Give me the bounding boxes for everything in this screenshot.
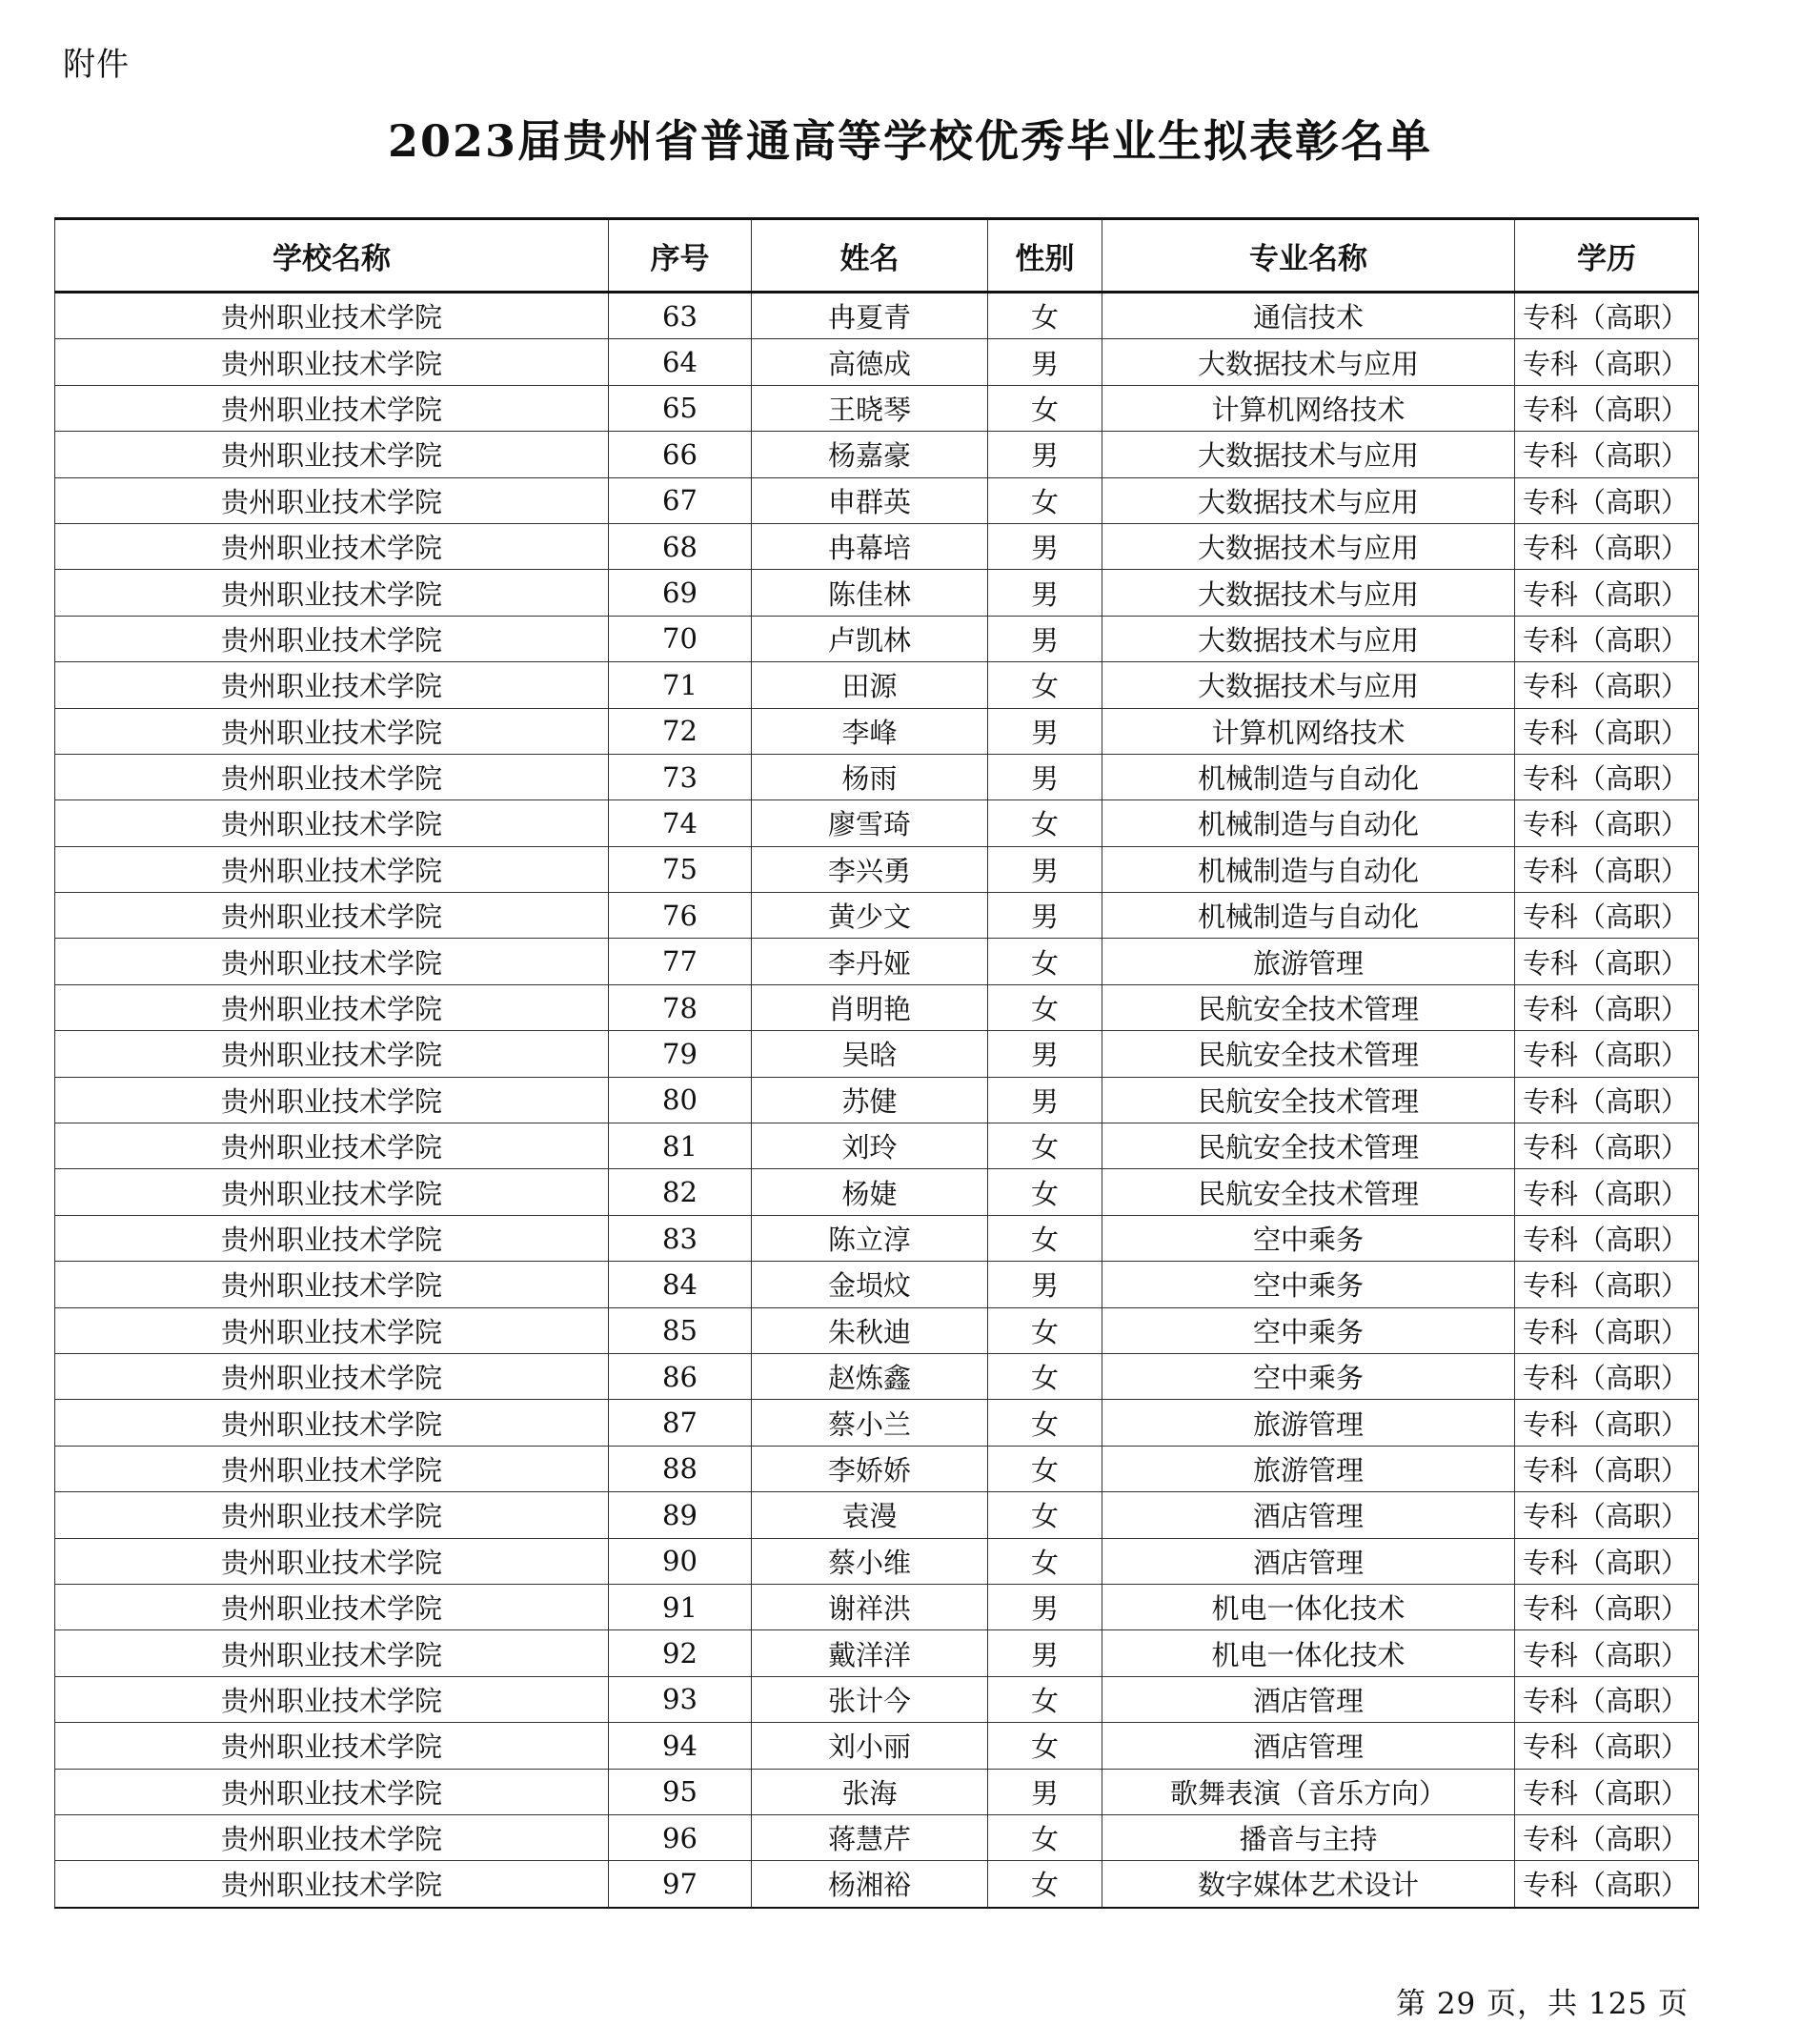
education-cell: 专科（高职）: [1515, 1676, 1699, 1722]
table-row: [55, 1584, 1699, 1629]
gender-cell: 女: [988, 1400, 1102, 1446]
name-cell: 李丹娅: [752, 939, 988, 984]
education-cell: 专科（高职）: [1515, 570, 1699, 616]
education-cell: 专科（高职）: [1515, 1446, 1699, 1491]
name-cell: 卢凯林: [752, 616, 988, 661]
number-cell: 94: [609, 1723, 752, 1769]
school-cell: 贵州职业技术学院: [55, 662, 609, 708]
table-row: [55, 1353, 1699, 1399]
gender-cell: 女: [988, 293, 1102, 339]
table-row: [55, 1492, 1699, 1538]
major-cell: 机械制造与自动化: [1102, 846, 1515, 892]
number-cell: 81: [609, 1123, 752, 1169]
gender-cell: 女: [988, 939, 1102, 984]
table-header-row: [55, 219, 1699, 293]
number-cell: 88: [609, 1446, 752, 1491]
name-cell: 王晓琴: [752, 385, 988, 431]
number-cell: 89: [609, 1492, 752, 1538]
number-cell: 66: [609, 432, 752, 477]
school-cell: 贵州职业技术学院: [55, 1723, 609, 1769]
major-cell: 播音与主持: [1102, 1814, 1515, 1860]
education-cell: 专科（高职）: [1515, 1215, 1699, 1261]
table-row: [55, 754, 1699, 799]
education-cell: 专科（高职）: [1515, 523, 1699, 569]
gender-cell: 女: [988, 1446, 1102, 1491]
gender-cell: 男: [988, 339, 1102, 385]
name-cell: 肖明艳: [752, 984, 988, 1030]
name-cell: 李兴勇: [752, 846, 988, 892]
major-cell: 机电一体化技术: [1102, 1584, 1515, 1629]
number-cell: 74: [609, 800, 752, 846]
education-cell: 专科（高职）: [1515, 385, 1699, 431]
column-header-major: 专业名称: [1102, 219, 1515, 293]
education-cell: 专科（高职）: [1515, 893, 1699, 939]
number-cell: 91: [609, 1584, 752, 1629]
gender-cell: 女: [988, 1723, 1102, 1769]
table-row: [55, 708, 1699, 754]
education-cell: 专科（高职）: [1515, 1400, 1699, 1446]
education-cell: 专科（高职）: [1515, 984, 1699, 1030]
table-row: [55, 846, 1699, 892]
school-cell: 贵州职业技术学院: [55, 1492, 609, 1538]
table-row: [55, 800, 1699, 846]
school-cell: 贵州职业技术学院: [55, 477, 609, 523]
school-cell: 贵州职业技术学院: [55, 570, 609, 616]
column-header-gender: 性别: [988, 219, 1102, 293]
number-cell: 77: [609, 939, 752, 984]
major-cell: 旅游管理: [1102, 939, 1515, 984]
page-number: 第 29 页，共 125 页: [1395, 1987, 1689, 2021]
number-cell: 93: [609, 1676, 752, 1722]
school-cell: 贵州职业技术学院: [55, 1123, 609, 1169]
major-cell: 民航安全技术管理: [1102, 1169, 1515, 1215]
education-cell: 专科（高职）: [1515, 1492, 1699, 1538]
honor-list-table: [54, 217, 1699, 1909]
major-cell: 民航安全技术管理: [1102, 1077, 1515, 1123]
education-cell: 专科（高职）: [1515, 616, 1699, 661]
school-cell: 贵州职业技术学院: [55, 339, 609, 385]
gender-cell: 男: [988, 523, 1102, 569]
major-cell: 大数据技术与应用: [1102, 339, 1515, 385]
gender-cell: 女: [988, 1814, 1102, 1860]
school-cell: 贵州职业技术学院: [55, 1215, 609, 1261]
table-row: [55, 385, 1699, 431]
major-cell: 数字媒体艺术设计: [1102, 1861, 1515, 1908]
name-cell: 赵炼鑫: [752, 1353, 988, 1399]
school-cell: 贵州职业技术学院: [55, 708, 609, 754]
name-cell: 吴晗: [752, 1031, 988, 1077]
education-cell: 专科（高职）: [1515, 1077, 1699, 1123]
number-cell: 80: [609, 1077, 752, 1123]
school-cell: 贵州职业技术学院: [55, 1400, 609, 1446]
table-row: [55, 1446, 1699, 1491]
education-cell: 专科（高职）: [1515, 477, 1699, 523]
gender-cell: 男: [988, 1031, 1102, 1077]
education-cell: 专科（高职）: [1515, 1123, 1699, 1169]
number-cell: 67: [609, 477, 752, 523]
major-cell: 机械制造与自动化: [1102, 893, 1515, 939]
table-row: [55, 1538, 1699, 1584]
name-cell: 蔡小兰: [752, 1400, 988, 1446]
number-cell: 86: [609, 1353, 752, 1399]
gender-cell: 女: [988, 1492, 1102, 1538]
table-row: [55, 1262, 1699, 1307]
school-cell: 贵州职业技术学院: [55, 1538, 609, 1584]
gender-cell: 女: [988, 984, 1102, 1030]
major-cell: 机械制造与自动化: [1102, 754, 1515, 799]
gender-cell: 男: [988, 1630, 1102, 1676]
gender-cell: 男: [988, 1077, 1102, 1123]
gender-cell: 女: [988, 1307, 1102, 1353]
table-row: [55, 1077, 1699, 1123]
gender-cell: 男: [988, 708, 1102, 754]
gender-cell: 女: [988, 477, 1102, 523]
number-cell: 95: [609, 1769, 752, 1814]
number-cell: 76: [609, 893, 752, 939]
table-body: [55, 293, 1699, 1908]
major-cell: 酒店管理: [1102, 1492, 1515, 1538]
gender-cell: 女: [988, 1215, 1102, 1261]
name-cell: 高德成: [752, 339, 988, 385]
education-cell: 专科（高职）: [1515, 1814, 1699, 1860]
number-cell: 70: [609, 616, 752, 661]
number-cell: 78: [609, 984, 752, 1030]
name-cell: 谢祥洪: [752, 1584, 988, 1629]
gender-cell: 男: [988, 1769, 1102, 1814]
education-cell: 专科（高职）: [1515, 800, 1699, 846]
number-cell: 84: [609, 1262, 752, 1307]
school-cell: 贵州职业技术学院: [55, 754, 609, 799]
table-row: [55, 1400, 1699, 1446]
name-cell: 刘玲: [752, 1123, 988, 1169]
school-cell: 贵州职业技术学院: [55, 1031, 609, 1077]
name-cell: 李峰: [752, 708, 988, 754]
name-cell: 蔡小维: [752, 1538, 988, 1584]
education-cell: 专科（高职）: [1515, 432, 1699, 477]
education-cell: 专科（高职）: [1515, 339, 1699, 385]
table-row: [55, 1215, 1699, 1261]
major-cell: 大数据技术与应用: [1102, 477, 1515, 523]
school-cell: 贵州职业技术学院: [55, 1814, 609, 1860]
gender-cell: 女: [988, 385, 1102, 431]
table-row: [55, 616, 1699, 661]
major-cell: 计算机网络技术: [1102, 385, 1515, 431]
gender-cell: 女: [988, 1123, 1102, 1169]
education-cell: 专科（高职）: [1515, 1031, 1699, 1077]
table-row: [55, 1676, 1699, 1722]
major-cell: 酒店管理: [1102, 1723, 1515, 1769]
gender-cell: 男: [988, 1584, 1102, 1629]
table-row: [55, 1169, 1699, 1215]
school-cell: 贵州职业技术学院: [55, 939, 609, 984]
major-cell: 空中乘务: [1102, 1353, 1515, 1399]
table-row: [55, 984, 1699, 1030]
number-cell: 63: [609, 293, 752, 339]
gender-cell: 女: [988, 1538, 1102, 1584]
major-cell: 大数据技术与应用: [1102, 523, 1515, 569]
gender-cell: 女: [988, 800, 1102, 846]
education-cell: 专科（高职）: [1515, 1169, 1699, 1215]
number-cell: 85: [609, 1307, 752, 1353]
major-cell: 旅游管理: [1102, 1400, 1515, 1446]
name-cell: 李娇娇: [752, 1446, 988, 1491]
number-cell: 75: [609, 846, 752, 892]
name-cell: 杨雨: [752, 754, 988, 799]
gender-cell: 男: [988, 1262, 1102, 1307]
major-cell: 大数据技术与应用: [1102, 432, 1515, 477]
name-cell: 黄少文: [752, 893, 988, 939]
school-cell: 贵州职业技术学院: [55, 800, 609, 846]
table-row: [55, 1861, 1699, 1908]
number-cell: 90: [609, 1538, 752, 1584]
education-cell: 专科（高职）: [1515, 939, 1699, 984]
gender-cell: 女: [988, 662, 1102, 708]
number-cell: 96: [609, 1814, 752, 1860]
school-cell: 贵州职业技术学院: [55, 1584, 609, 1629]
name-cell: 陈立淳: [752, 1215, 988, 1261]
gender-cell: 男: [988, 616, 1102, 661]
number-cell: 65: [609, 385, 752, 431]
education-cell: 专科（高职）: [1515, 846, 1699, 892]
number-cell: 73: [609, 754, 752, 799]
table-row: [55, 1814, 1699, 1860]
major-cell: 民航安全技术管理: [1102, 1031, 1515, 1077]
column-header-name: 姓名: [752, 219, 988, 293]
table-row: [55, 1769, 1699, 1814]
gender-cell: 男: [988, 893, 1102, 939]
table-row: [55, 939, 1699, 984]
education-cell: 专科（高职）: [1515, 1262, 1699, 1307]
school-cell: 贵州职业技术学院: [55, 1169, 609, 1215]
major-cell: 民航安全技术管理: [1102, 984, 1515, 1030]
number-cell: 97: [609, 1861, 752, 1908]
school-cell: 贵州职业技术学院: [55, 616, 609, 661]
school-cell: 贵州职业技术学院: [55, 1077, 609, 1123]
education-cell: 专科（高职）: [1515, 1353, 1699, 1399]
number-cell: 72: [609, 708, 752, 754]
table-row: [55, 1123, 1699, 1169]
major-cell: 大数据技术与应用: [1102, 570, 1515, 616]
education-cell: 专科（高职）: [1515, 1769, 1699, 1814]
gender-cell: 男: [988, 432, 1102, 477]
name-cell: 金埙炆: [752, 1262, 988, 1307]
education-cell: 专科（高职）: [1515, 708, 1699, 754]
table-row: [55, 339, 1699, 385]
name-cell: 杨婕: [752, 1169, 988, 1215]
number-cell: 82: [609, 1169, 752, 1215]
major-cell: 酒店管理: [1102, 1676, 1515, 1722]
school-cell: 贵州职业技术学院: [55, 1630, 609, 1676]
name-cell: 蒋慧芹: [752, 1814, 988, 1860]
table-row: [55, 1031, 1699, 1077]
school-cell: 贵州职业技术学院: [55, 1446, 609, 1491]
school-cell: 贵州职业技术学院: [55, 846, 609, 892]
school-cell: 贵州职业技术学院: [55, 984, 609, 1030]
major-cell: 机电一体化技术: [1102, 1630, 1515, 1676]
major-cell: 大数据技术与应用: [1102, 616, 1515, 661]
name-cell: 张计今: [752, 1676, 988, 1722]
gender-cell: 女: [988, 1676, 1102, 1722]
name-cell: 杨嘉豪: [752, 432, 988, 477]
major-cell: 民航安全技术管理: [1102, 1123, 1515, 1169]
column-header-number: 序号: [609, 219, 752, 293]
education-cell: 专科（高职）: [1515, 1307, 1699, 1353]
table-row: [55, 523, 1699, 569]
school-cell: 贵州职业技术学院: [55, 1676, 609, 1722]
name-cell: 苏健: [752, 1077, 988, 1123]
gender-cell: 男: [988, 754, 1102, 799]
gender-cell: 男: [988, 846, 1102, 892]
table-row: [55, 1630, 1699, 1676]
education-cell: 专科（高职）: [1515, 1630, 1699, 1676]
school-cell: 贵州职业技术学院: [55, 1769, 609, 1814]
major-cell: 酒店管理: [1102, 1538, 1515, 1584]
gender-cell: 女: [988, 1353, 1102, 1399]
major-cell: 大数据技术与应用: [1102, 662, 1515, 708]
education-cell: 专科（高职）: [1515, 293, 1699, 339]
table-row: [55, 432, 1699, 477]
table-row: [55, 477, 1699, 523]
school-cell: 贵州职业技术学院: [55, 432, 609, 477]
education-cell: 专科（高职）: [1515, 1723, 1699, 1769]
school-cell: 贵州职业技术学院: [55, 385, 609, 431]
education-cell: 专科（高职）: [1515, 1861, 1699, 1908]
school-cell: 贵州职业技术学院: [55, 1307, 609, 1353]
major-cell: 通信技术: [1102, 293, 1515, 339]
table-row: [55, 1723, 1699, 1769]
school-cell: 贵州职业技术学院: [55, 523, 609, 569]
number-cell: 92: [609, 1630, 752, 1676]
table-row: [55, 1307, 1699, 1353]
gender-cell: 男: [988, 570, 1102, 616]
major-cell: 旅游管理: [1102, 1446, 1515, 1491]
number-cell: 71: [609, 662, 752, 708]
name-cell: 申群英: [752, 477, 988, 523]
attachment-label: 附件: [63, 46, 130, 84]
major-cell: 歌舞表演（音乐方向）: [1102, 1769, 1515, 1814]
education-cell: 专科（高职）: [1515, 1584, 1699, 1629]
gender-cell: 女: [988, 1861, 1102, 1908]
page-title: 2023届贵州省普通高等学校优秀毕业生拟表彰名单: [387, 115, 1433, 167]
name-cell: 田源: [752, 662, 988, 708]
number-cell: 83: [609, 1215, 752, 1261]
name-cell: 朱秋迪: [752, 1307, 988, 1353]
name-cell: 冉幕培: [752, 523, 988, 569]
name-cell: 冉夏青: [752, 293, 988, 339]
number-cell: 64: [609, 339, 752, 385]
table-row: [55, 293, 1699, 339]
education-cell: 专科（高职）: [1515, 662, 1699, 708]
major-cell: 空中乘务: [1102, 1215, 1515, 1261]
number-cell: 87: [609, 1400, 752, 1446]
name-cell: 杨湘裕: [752, 1861, 988, 1908]
table-row: [55, 893, 1699, 939]
school-cell: 贵州职业技术学院: [55, 1353, 609, 1399]
major-cell: 空中乘务: [1102, 1307, 1515, 1353]
school-cell: 贵州职业技术学院: [55, 1262, 609, 1307]
number-cell: 68: [609, 523, 752, 569]
number-cell: 79: [609, 1031, 752, 1077]
major-cell: 机械制造与自动化: [1102, 800, 1515, 846]
name-cell: 张海: [752, 1769, 988, 1814]
name-cell: 廖雪琦: [752, 800, 988, 846]
school-cell: 贵州职业技术学院: [55, 893, 609, 939]
major-cell: 计算机网络技术: [1102, 708, 1515, 754]
school-cell: 贵州职业技术学院: [55, 293, 609, 339]
major-cell: 空中乘务: [1102, 1262, 1515, 1307]
table-row: [55, 662, 1699, 708]
column-header-school: 学校名称: [55, 219, 609, 293]
name-cell: 袁漫: [752, 1492, 988, 1538]
gender-cell: 女: [988, 1169, 1102, 1215]
column-header-education: 学历: [1515, 219, 1699, 293]
name-cell: 陈佳林: [752, 570, 988, 616]
name-cell: 刘小丽: [752, 1723, 988, 1769]
education-cell: 专科（高职）: [1515, 1538, 1699, 1584]
table-row: [55, 570, 1699, 616]
education-cell: 专科（高职）: [1515, 754, 1699, 799]
number-cell: 69: [609, 570, 752, 616]
name-cell: 戴洋洋: [752, 1630, 988, 1676]
school-cell: 贵州职业技术学院: [55, 1861, 609, 1908]
